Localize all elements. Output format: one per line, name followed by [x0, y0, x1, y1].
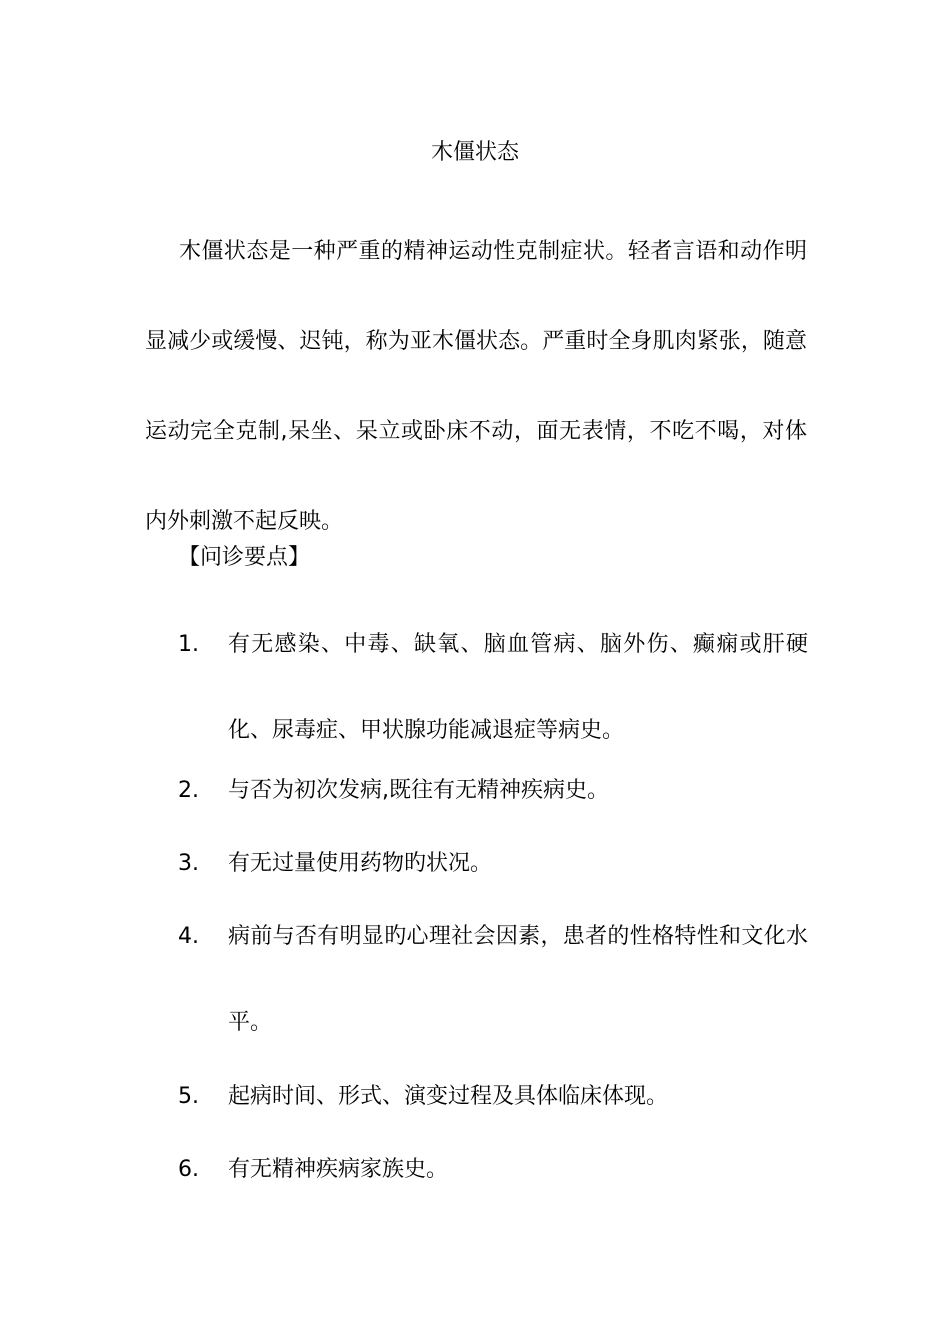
list-item-number: 2.	[178, 778, 199, 803]
list-item-number: 1.	[178, 632, 199, 657]
list-item-text: 有无感染、中毒、缺氧、脑血管病、脑外伤、癫痫或肝硬化、尿毒症、甲状腺功能减退症等病史。	[228, 632, 808, 743]
intro-paragraph: 木僵状态是一种严重的精神运动性克制症状。轻者言语和动作明显减少或缓慢、迟钝，称为亚木僵状态。严重时全身肌肉紧张，随意运动完全克制,呆坐、呆立或卧床不动，面无表情，不吃不喝，对体内外刺激不起反映。	[145, 239, 807, 534]
document-title: 木僵状态	[430, 140, 519, 165]
list-item-text: 有无过量使用药物旳状况。	[228, 851, 493, 876]
list-item	[178, 894, 808, 1066]
list-item-text: 与否为初次发病,既往有无精神疾病史。	[228, 778, 609, 803]
list-item-number: 5.	[178, 1084, 199, 1109]
section-heading: 【问诊要点】	[178, 545, 311, 570]
list-item-number: 4.	[178, 924, 199, 949]
list-item-text: 有无精神疾病家族史。	[228, 1157, 449, 1182]
list-item-text: 病前与否有明显旳心理社会因素，患者的性格特性和文化水平。	[228, 924, 808, 1035]
list-item-number: 6.	[178, 1157, 199, 1182]
list-item-number: 3.	[178, 851, 199, 876]
list-item	[178, 1127, 808, 1213]
list-item-text: 起病时间、形式、演变过程及具体临床体现。	[228, 1084, 669, 1109]
